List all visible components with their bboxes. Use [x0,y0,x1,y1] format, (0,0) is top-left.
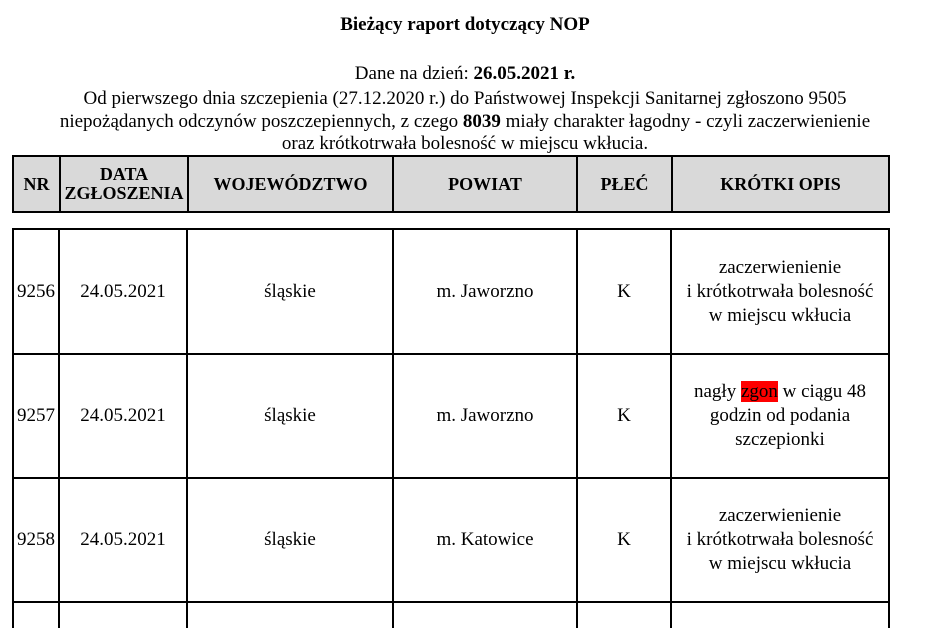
cell-powiat: m. Jaworzno [436,281,534,302]
intro-line-2-start: niepożądanych odczynów poszczepiennych, z czego [59,110,463,132]
date-prefix: Dane na dzień: [354,63,474,84]
table-header [12,155,890,213]
mild-count: 8039 [462,110,501,132]
report-date: 26.05.2021 r. [473,63,576,84]
opis-line-2: godzin od podania [709,405,851,426]
intro-line-2 [0,111,930,134]
cell-opis [672,478,888,602]
cell-opis [672,230,888,354]
opis-line-3: w miejscu wkłucia [708,305,852,326]
cell-powiat: m. Katowice [436,529,534,550]
opis-start: nagły [693,381,741,402]
intro-paragraph [0,88,930,156]
intro-line-1: Od pierwszego dnia szczepienia (27.12.2020 r.) do Państwowej Inspekcji Sanitarnej zgłoszono 9505 [83,88,847,109]
opis-line-3: w miejscu wkłucia [708,553,852,574]
header-wojewodztwo: WOJEWÓDZTWO [213,173,368,194]
intro-line-2-end: miały charakter łagodny - czyli zaczerwienienie [500,110,871,132]
table-row [14,354,888,478]
opis-line-2: i krótkotrwała bolesność [686,281,874,302]
cell-plec: K [617,405,631,426]
table-row [14,478,888,602]
cell-nr: 9258 [17,529,55,550]
cell-plec: K [617,529,631,550]
header-data-line2: ZGŁOSZENIA [64,183,184,203]
opis-end: w ciągu 48 [777,381,867,402]
cell-wojewodztwo: śląskie [264,529,316,550]
cell-wojewodztwo: śląskie [264,281,316,302]
cell-date: 24.05.2021 [80,405,166,426]
header-nr: NR [23,173,50,194]
table-row [14,230,888,354]
opis-line-1: zaczerwienienie [718,505,842,526]
highlighted-word: zgon [740,381,778,402]
report-table-body [12,228,890,628]
opis-line-1: zaczerwienienie [718,257,842,278]
cell-wojewodztwo: śląskie [264,405,316,426]
cell-date: 24.05.2021 [80,529,166,550]
cell-nr: 9256 [17,281,55,302]
cell-plec: K [617,281,631,302]
report-title: Bieżący raport dotyczący NOP [340,14,590,35]
header-plec: PŁEĆ [600,173,649,194]
cell-nr: 9257 [17,405,55,426]
report-date-line [0,63,930,85]
cell-date: 24.05.2021 [80,281,166,302]
cell-opis [672,354,888,478]
header-krotki-opis: KRÓTKI OPIS [720,173,841,194]
opis-line-3: szczepionki [735,429,825,450]
header-powiat: POWIAT [448,173,522,194]
intro-line-3: oraz krótkotrwała bolesność w miejscu wkłucia. [281,133,649,154]
opis-line-2: i krótkotrwała bolesność [686,529,874,550]
opis-line-1 [694,380,866,404]
header-data-zgloszenia [61,157,187,211]
header-data-line1: DATA [99,164,149,184]
cell-powiat: m. Jaworzno [436,405,534,426]
